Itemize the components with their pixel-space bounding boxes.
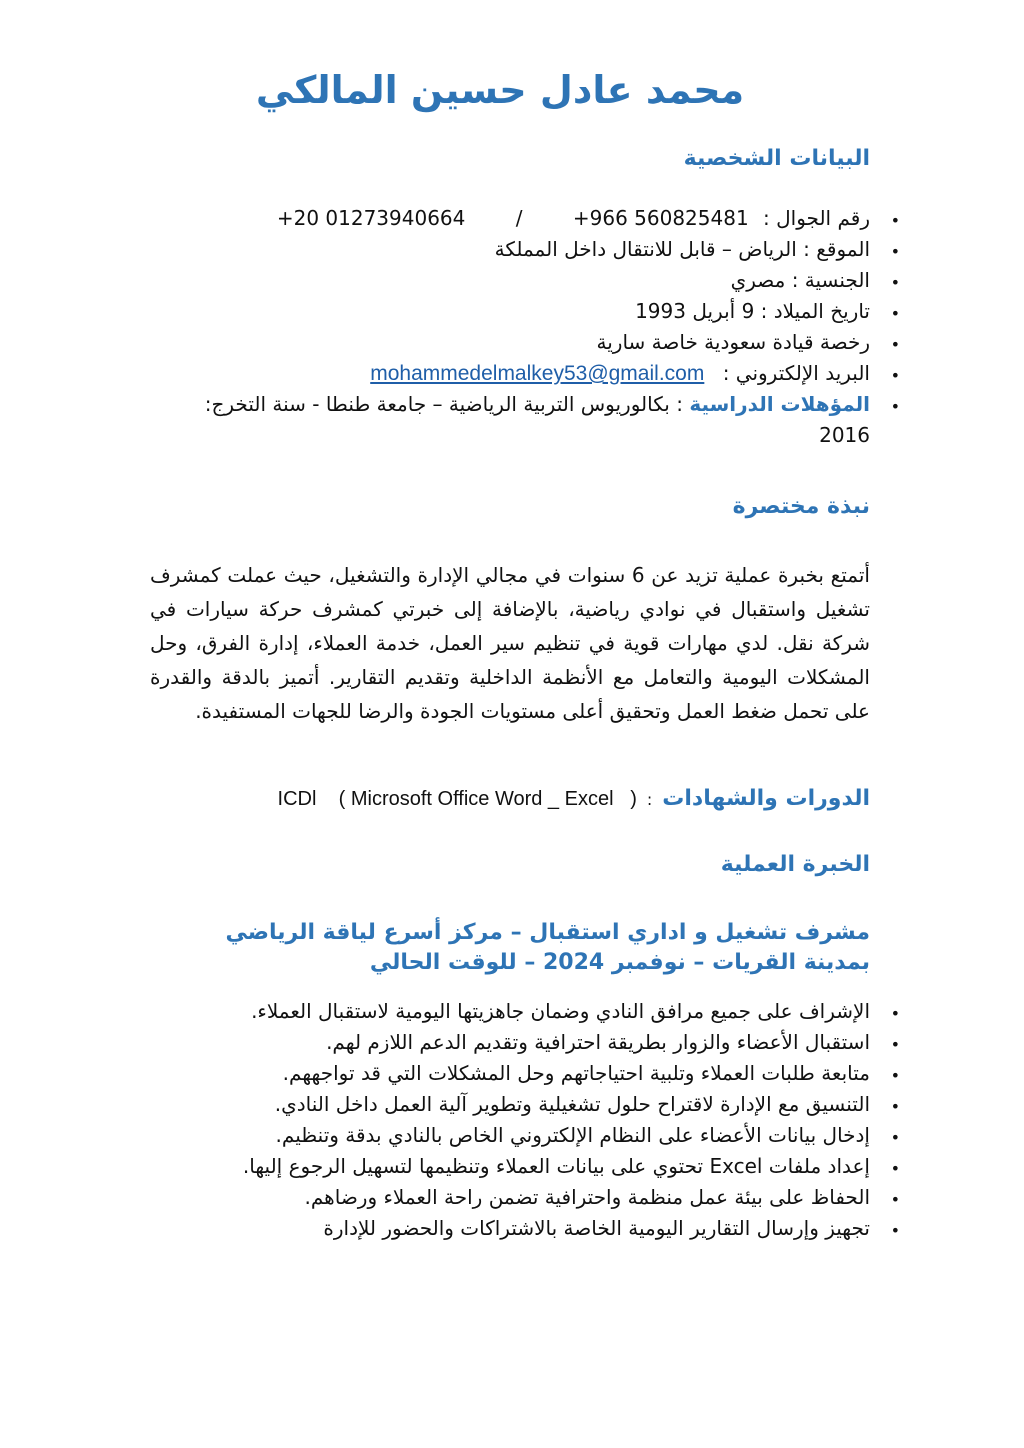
email-item bbox=[150, 358, 870, 389]
duty-item: • إعداد ملفات Excel تحتوي على بيانات العملاء وتنظيمها لتسهيل الرجوع إليها. bbox=[150, 1151, 870, 1182]
education-label: المؤهلات الدراسية bbox=[689, 392, 870, 416]
courses-heading: الدورات والشهادات bbox=[662, 786, 870, 811]
duty-item: • الحفاظ على بيئة عمل منظمة واحترافية تضمن راحة العملاء ورضاهم. bbox=[150, 1182, 870, 1213]
phone-separator: / bbox=[515, 206, 523, 230]
license-item: • رخصة قيادة سعودية خاصة سارية bbox=[150, 327, 870, 358]
job-title bbox=[150, 918, 870, 978]
personal-info-list bbox=[150, 203, 870, 451]
email-link[interactable]: mohammedelmalkey53@gmail.com bbox=[370, 362, 705, 385]
email-label: البريد الإلكتروني : bbox=[722, 361, 870, 385]
phone-item bbox=[150, 203, 870, 234]
duty-item: • الإشراف على جميع مرافق النادي وضمان جاهزيتها اليومية لاستقبال العملاء. bbox=[150, 996, 870, 1027]
duty-item: • تجهيز وإرسال التقارير اليومية الخاصة بالاشتراكات والحضور للإدارة bbox=[150, 1213, 870, 1244]
duty-item: • إدخال بيانات الأعضاء على النظام الإلكتروني الخاص بالنادي بدقة وتنظيم. bbox=[150, 1120, 870, 1151]
cv-page bbox=[150, 0, 870, 1448]
courses-row bbox=[210, 786, 870, 811]
courses-value: ICDl ( Microsoft Office Word _ Excel ) bbox=[277, 788, 637, 810]
duties-list bbox=[150, 996, 870, 1244]
phone-egypt: +20 01273940664 bbox=[276, 206, 466, 230]
personal-info-heading: البيانات الشخصية bbox=[683, 146, 870, 171]
nationality-item: • الجنسية : مصري bbox=[150, 265, 870, 296]
duty-item: • التنسيق مع الإدارة لاقتراح حلول تشغيلية وتطوير آلية العمل داخل النادي. bbox=[150, 1089, 870, 1120]
location-item: • الموقع : الرياض – قابل للانتقال داخل المملكة bbox=[150, 234, 870, 265]
education-item bbox=[150, 389, 870, 451]
phone-label: رقم الجوال : bbox=[763, 206, 870, 230]
experience-heading: الخبرة العملية bbox=[720, 852, 870, 877]
duty-item: • استقبال الأعضاء والزوار بطريقة احترافية وتقديم الدعم اللازم لهم. bbox=[150, 1027, 870, 1058]
summary-heading: نبذة مختصرة bbox=[732, 494, 870, 519]
courses-separator: : bbox=[646, 790, 653, 809]
phone-saudi: +966 560825481 bbox=[572, 206, 749, 230]
job-title-line1: مشرف تشغيل و اداري استقبال – مركز أسرع لياقة الرياضي bbox=[225, 920, 870, 945]
job-title-line2: بمدينة القريات – نوفمبر 2024 – للوقت الحالي bbox=[369, 950, 870, 975]
cv-name-title: محمد عادل حسين المالكي bbox=[255, 68, 745, 112]
duty-item: • متابعة طلبات العملاء وتلبية احتياجاتهم وحل المشكلات التي قد تواجههم. bbox=[150, 1058, 870, 1089]
birthdate-item: • تاريخ الميلاد : 9 أبريل 1993 bbox=[150, 296, 870, 327]
education-value: : بكالوريوس التربية الرياضية – جامعة طنطا - سنة التخرج: 2016 bbox=[204, 392, 870, 447]
summary-text: أتمتع بخبرة عملية تزيد عن 6 سنوات في مجالي الإدارة والتشغيل، حيث عملت كمشرف تشغيل واستقبال في نوادي رياضية، بالإضافة إلى خبرتي كمشرف حركة سيارات في شركة نقل. لدي مهارات قوية في تنظيم سير العمل، خدمة العملاء، إدارة الفرق، وحل المشكلات اليومية والتعامل مع الأنظمة الداخلية وتقديم التقارير. أتميز بالدقة والقدرة على تحمل ضغط العمل وتحقيق أعلى مستويات الجودة والرضا للجهات المستفيدة. bbox=[150, 563, 870, 723]
